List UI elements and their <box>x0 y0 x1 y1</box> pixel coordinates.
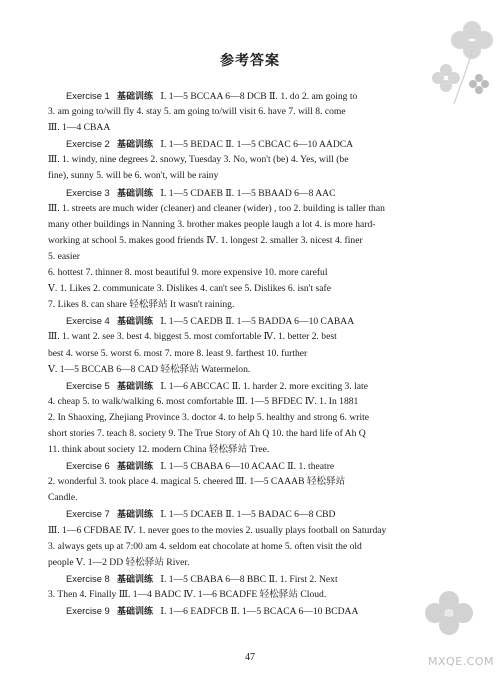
answer-text: Ⅰ. 1—5 CBABA 6—10 ACAAC Ⅱ. 1. theatre <box>160 461 335 473</box>
page-number: 47 <box>245 652 255 663</box>
answer-line: 7. Likes 8. can share 轻松驿站 It wasn't raining. <box>48 299 235 311</box>
exercise-label: Exercise 4 <box>66 315 110 327</box>
exercise-tag: 基础训练 <box>116 510 153 521</box>
exercise-header <box>48 603 446 619</box>
answer-line: working at school 5. makes good friends Ⅳ. 1. longest 2. smaller 3. nicest 4. finer <box>48 234 363 246</box>
answer-line: 3. Then 4. Finally Ⅲ. 1—4 BADC Ⅳ. 1—6 BCADFE 轻松驿站 Cloud. <box>48 588 327 600</box>
answer-line: 11. think about society 12. modern China 轻松驿站 Tree. <box>48 444 270 456</box>
exercise-tag: 基础训练 <box>116 92 153 102</box>
answer-line: fine), sunny 5. will be 6. won't, will be rainy <box>48 170 219 182</box>
exercise-label: Exercise 1 <box>66 90 110 101</box>
answer-line: many other buildings in Nanning 3. brother makes people laugh a lot 4. is more hard- <box>48 218 376 230</box>
answer-line: Ⅲ. 1. want 2. see 3. best 4. biggest 5. most comfortable Ⅳ. 1. better 2. best <box>48 331 337 343</box>
answer-content <box>48 88 446 619</box>
answer-text: Ⅰ. 1—5 DCAEB Ⅱ. 1—5 BADAC 6—8 CBD <box>160 509 336 521</box>
answer-text: Ⅰ. 1—6 ABCCAC Ⅱ. 1. harder 2. more exciting 3. late <box>160 380 368 392</box>
answer-text: Ⅰ. 1—5 BEDAC Ⅱ. 1—5 CBCAC 6—10 AADCA <box>160 139 354 151</box>
exercise-label: Exercise 7 <box>66 508 110 520</box>
answer-line: Candle. <box>48 492 78 504</box>
page-title: 参考答案 <box>220 53 280 69</box>
answer-text: Ⅰ. 1—5 CAEDB Ⅱ. 1—5 BADDA 6—10 CABAA <box>160 316 355 328</box>
exercise-label: Exercise 8 <box>66 572 110 584</box>
answer-text: Ⅰ. 1—5 CDAEB Ⅱ. 1—5 BBAAD 6—8 AAC <box>160 187 336 199</box>
exercise-tag: 基础训练 <box>116 607 153 617</box>
answer-line: 2. In Shaoxing, Zhejiang Province 3. doctor 4. to help 5. healthy and strong 6. write <box>48 411 370 423</box>
answer-line: best 4. worse 5. worst 6. most 7. more 8. least 9. farthest 10. further <box>48 347 308 359</box>
exercise-tag: 基础训练 <box>116 140 153 151</box>
answer-text: Ⅰ. 1—5 BCCAA 6—8 DCB Ⅱ. 1. do 2. am going to <box>160 91 358 102</box>
answer-line: Ⅲ. 1. streets are much wider (cleaner) and cleaner (wider) , too 2. building is taller than <box>48 202 385 214</box>
exercise-label: Exercise 3 <box>66 186 110 198</box>
exercise-tag: 基础训练 <box>116 381 153 392</box>
exercise-header <box>48 378 446 394</box>
exercise-label: Exercise 9 <box>66 605 110 616</box>
exercise-label: Exercise 2 <box>66 138 110 150</box>
answer-line: 4. cheap 5. to walk/walking 6. most comfortable Ⅲ. 1—5 BFDEC Ⅳ. 1. In 1881 <box>48 395 359 407</box>
exercise-label: Exercise 6 <box>66 460 110 472</box>
answer-line: Ⅴ. 1—5 BCCAB 6—8 CAD 轻松驿站 Watermelon. <box>48 363 251 375</box>
exercise-tag: 基础训练 <box>116 188 153 199</box>
exercise-label: Exercise 5 <box>66 379 110 391</box>
answer-line: Ⅲ. 1—4 CBAA <box>48 122 111 134</box>
answer-text: Ⅰ. 1—6 EADFCB Ⅱ. 1—5 BCACA 6—10 BCDAA <box>160 606 359 617</box>
answer-line: short stories 7. teach 8. society 9. The True Story of Ah Q 10. the hard life of Ah Q <box>48 427 366 439</box>
answer-line: 3. always gets up at 7:00 am 4. seldom eat chocolate at home 5. often visit the old <box>48 540 362 552</box>
answer-line: people Ⅴ. 1—2 DD 轻松驿站 River. <box>48 556 190 568</box>
exercise-tag: 基础训练 <box>116 462 153 473</box>
exercise-header <box>48 136 446 152</box>
answer-line: 5. easier <box>48 250 80 262</box>
watermark-logo: MXQE.COM <box>428 655 494 668</box>
exercise-header <box>48 185 446 201</box>
answer-line: 6. hottest 7. thinner 8. most beautiful 9. more expensive 10. more careful <box>48 267 328 279</box>
exercise-header <box>48 313 446 329</box>
answer-line: Ⅴ. 1. Likes 2. communicate 3. Dislikes 4. can't see 5. Dislikes 6. isn't safe <box>48 283 331 295</box>
exercise-tag: 基础训练 <box>116 317 153 328</box>
exercise-tag: 基础训练 <box>116 574 153 585</box>
exercise-header <box>48 571 446 587</box>
answer-line: 3. am going to/will fly 4. stay 5. am going to/will visit 6. have 7. will 8. come <box>48 106 346 118</box>
answer-line: Ⅲ. 1—6 CFDBAE Ⅳ. 1. never goes to the movies 2. usually plays football on Saturday <box>48 524 387 536</box>
exercise-header <box>48 88 446 104</box>
exercise-header <box>48 458 446 474</box>
answer-text: Ⅰ. 1—5 CBABA 6—8 BBC Ⅱ. 1. First 2. Next <box>160 573 338 585</box>
exercise-header <box>48 506 446 522</box>
answer-line: 2. wonderful 3. took place 4. magical 5. cheered Ⅲ. 1—5 CAAAB 轻松驿站 <box>48 476 346 488</box>
answer-line: Ⅲ. 1. windy, nine degrees 2. snowy, Tuesday 3. No, won't (be) 4. Yes, will (be <box>48 154 349 166</box>
